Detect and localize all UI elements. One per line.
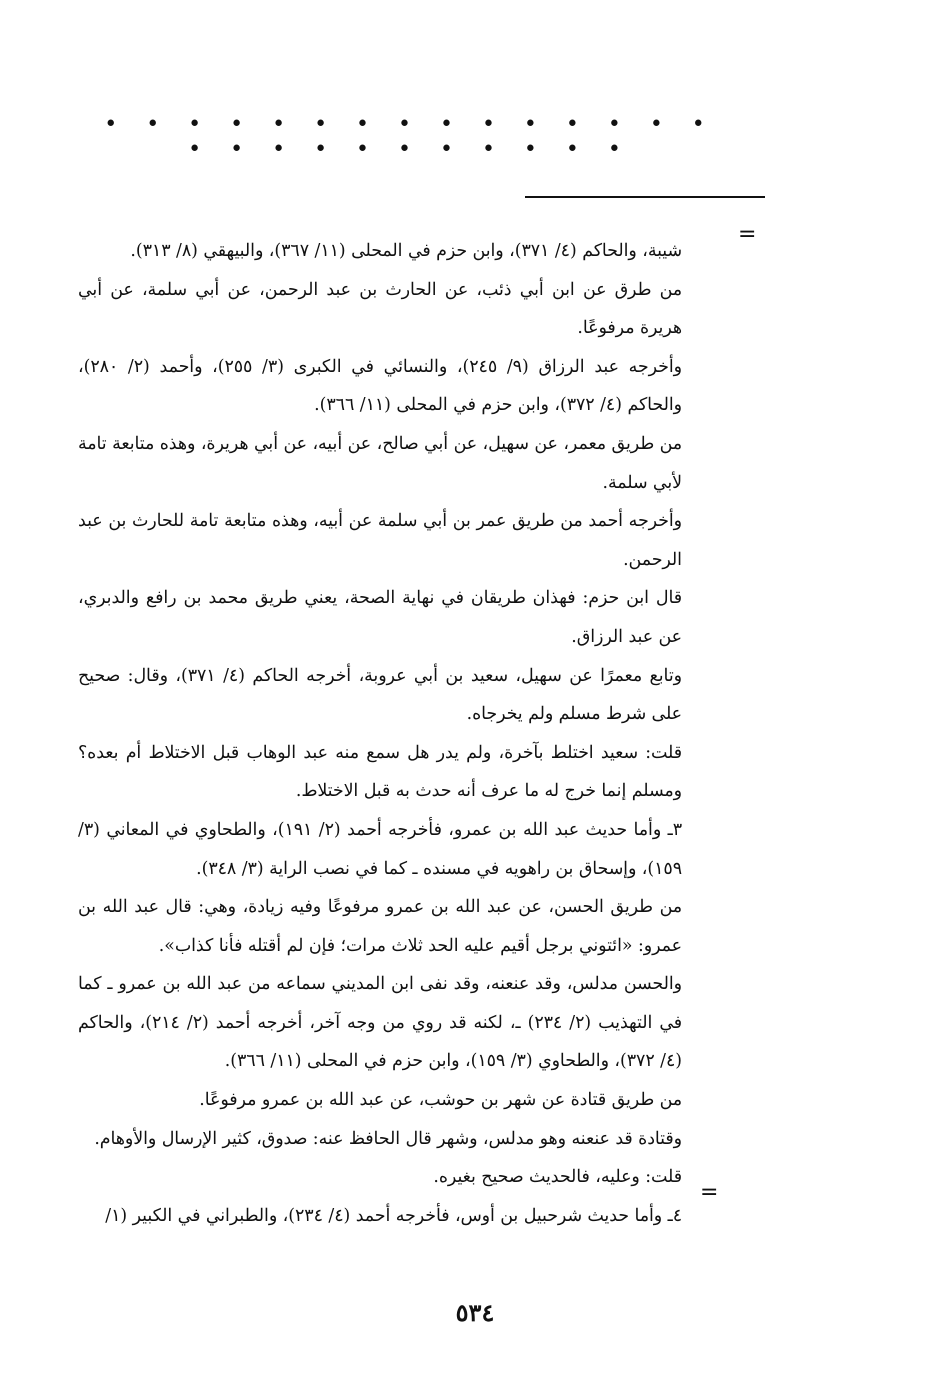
paragraph: من طرق عن ابن أبي ذئب، عن الحارث بن عبد الرحمن، عن أبي سلمة، عن أبي هريرة مرفوعًا. bbox=[78, 279, 682, 339]
continuation-mark-top: = bbox=[738, 222, 757, 247]
header-dots: • • • • • • • • • • • • • • • • • • • • • • • • • • bbox=[104, 112, 716, 162]
paragraph: من طريق الحسن، عن عبد الله بن عمرو مرفوعًا وفيه زيادة، وهي: قال عبد الله بن عمرو: «ائتوني برجل أقيم عليه الحد ثلاث مرات؛ فإن لم أقتله فأنا كذاب». bbox=[78, 897, 682, 956]
paragraph: وأخرجه أحمد من طريق عمر بن أبي سلمة عن أبيه، وهذه متابعة تامة للحارث بن عبد الرحمن. bbox=[78, 511, 682, 570]
paragraph: وتابع معمرًا عن سهيل، سعيد بن أبي عروبة، أخرجه الحاكم (٤/ ٣٧١)، وقال: صحيح على شرط مسلم ولم يخرجاه. bbox=[78, 665, 682, 725]
footnote-body bbox=[78, 232, 682, 1235]
paragraph: والحسن مدلس، وقد عنعنه، وقد نفى ابن المديني سماعه من عبد الله بن عمرو ـ كما في التهذيب (٢/ ٢٣٤) ـ، لكنه قد روي من وجه آخر، أخرجه أحمد (٢/ ٢١٤)، والحاكم (٤/ ٣٧٢)، والطحاوي (٣/ ١٥٩)، وابن حزم في المحلى (١١/ ٣٦٦). bbox=[78, 974, 682, 1072]
continuation-mark-bottom: = bbox=[700, 1180, 719, 1205]
paragraph: من طريق معمر، عن سهيل، عن أبي صالح، عن أبيه، عن أبي هريرة، وهذه متابعة تامة لأبي سلمة. bbox=[78, 433, 682, 493]
paragraph: ٤ـ وأما حديث شرحبيل بن أوس، فأخرجه أحمد (٤/ ٢٣٤)، والطبراني في الكبير (١/ bbox=[105, 1205, 682, 1226]
paragraph: ٣ـ وأما حديث عبد الله بن عمرو، فأخرجه أحمد (٢/ ١٩١)، والطحاوي في المعاني (٣/ ١٥٩)، وإسحاق بن راهويه في مسنده ـ كما في نصب الراية (٣/ ٣٤٨). bbox=[78, 819, 683, 879]
paragraph: قلت: وعليه، فالحديث صحيح بغيره. bbox=[433, 1167, 682, 1188]
paragraph: قلت: سعيد اختلط بآخرة، ولم يدر هل سمع منه عبد الوهاب قبل الاختلاط أم بعده؟ ومسلم إنما خرج له ما عرف أنه حدث به قبل الاختلاط. bbox=[78, 742, 682, 802]
paragraph: قال ابن حزم: فهذان طريقان في نهاية الصحة، يعني طريق محمد بن رافع والدبري، عن عبد الرزاق. bbox=[78, 588, 682, 647]
paragraph: من طريق قتادة عن شهر بن حوشب، عن عبد الله بن عمرو مرفوعًا. bbox=[199, 1090, 682, 1111]
paragraph: وقتادة قد عنعنه وهو مدلس، وشهر قال الحافظ عنه: صدوق، كثير الإرسال والأوهام. bbox=[94, 1128, 682, 1149]
footnote-separator-rule bbox=[525, 196, 765, 198]
paragraph: شيبة، والحاكم (٤/ ٣٧١)، وابن حزم في المحلى (١١/ ٣٦٧)، والبيهقي (٨/ ٣١٣). bbox=[130, 241, 682, 261]
paragraph: وأخرجه عبد الرزاق (٩/ ٢٤٥)، والنسائي في الكبرى (٣/ ٢٥٥)، وأحمد (٢/ ٢٨٠)، والحاكم (٤/ ٣٧٢)، وابن حزم في المحلى (١١/ ٣٦٦). bbox=[78, 356, 682, 416]
page-number: ٥٣٤ bbox=[455, 1298, 495, 1327]
